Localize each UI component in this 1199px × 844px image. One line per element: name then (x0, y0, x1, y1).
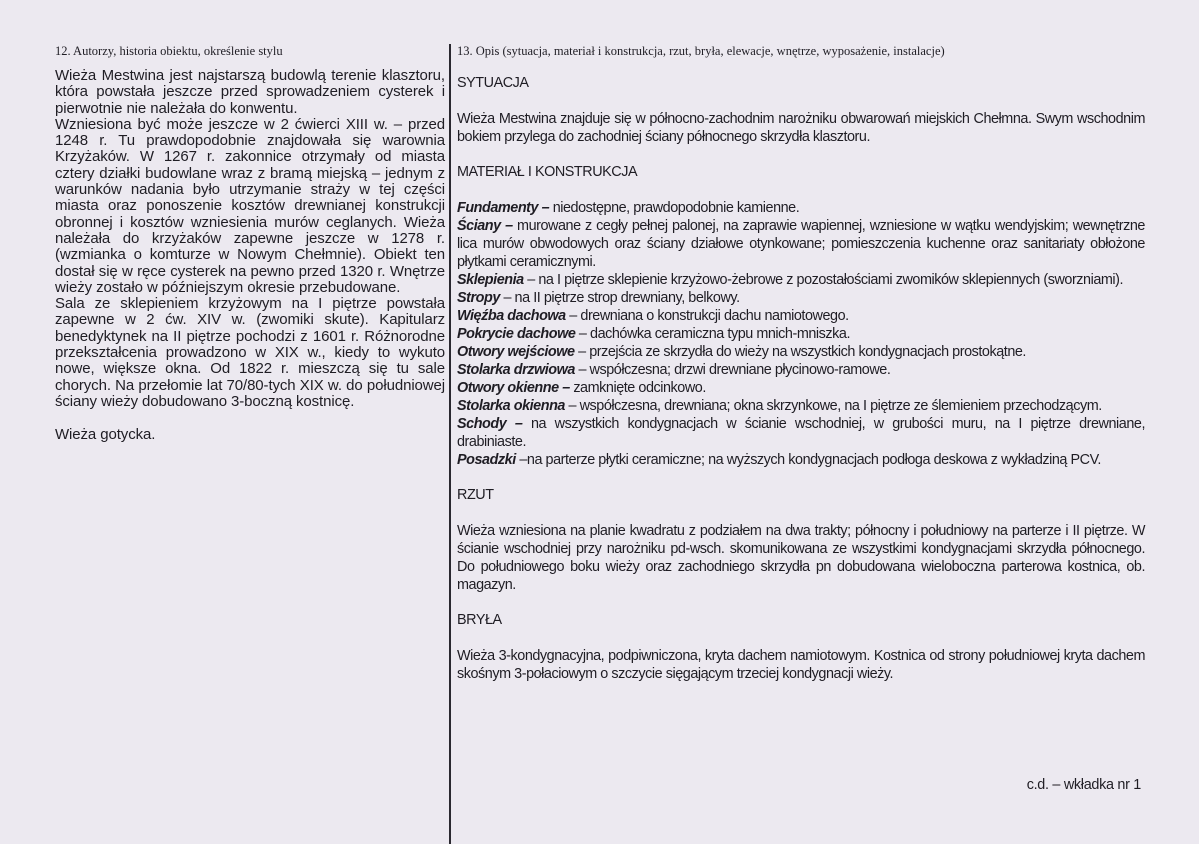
description-column (457, 74, 1145, 683)
material-heading: MATERIAŁ I KONSTRUKCJA (457, 164, 638, 180)
section-13-header: 13. Opis (sytuacja, materiał i konstrukcja, rzut, bryła, elewacje, wnętrze, wyposażenie, instalacje) (457, 44, 945, 58)
column-divider (449, 44, 451, 844)
material-list (457, 199, 1145, 469)
material-term: Schody – (457, 416, 523, 432)
rzut-heading: RZUT (457, 487, 494, 503)
material-term: Ściany – (457, 218, 513, 234)
history-paragraph: Sala ze sklepieniem krzyżowym na I piętrze powstała zapewne w 2 ćw. XIV w. (zwomiki skute). Kapitularz benedyktynek na II piętrze pochodzi z 1601 r. Różnorodne przekształcenia prowadzono w XIX w., kiedy to wykuto nowe, większe okna. Od 1822 r. mieszczą się tu sale chorych. Na przełomie lat 70/80-tych XIX w. do południowej ściany wieży dobudowano 3-boczną kostnicę. (55, 295, 445, 410)
material-term: Pokrycie dachowe (457, 326, 576, 342)
material-description: zamknięte odcinkowo. (569, 380, 706, 396)
material-term: Stolarka drzwiowa (457, 362, 575, 378)
material-description: na wszystkich kondygnacjach w ścianie wschodniej, w grubości muru, na I piętrze drewniane, drabiniaste. (457, 416, 1145, 450)
material-description: murowane z cegły pełnej palonej, na zaprawie wapiennej, wzniesione w wątku wendyjskim; wewnętrzne lica murów obwodowych oraz ściany działowe otynkowane; pomieszczenia kuchenne oraz sanitariaty obłożone płytkami ceramicznymi. (457, 218, 1145, 270)
sytuacja-heading: SYTUACJA (457, 75, 529, 91)
material-term: Sklepienia (457, 272, 524, 288)
bryla-heading: BRYŁA (457, 612, 502, 628)
material-item (457, 397, 1145, 415)
material-item (457, 325, 1145, 343)
material-description: –na parterze płytki ceramiczne; na wyższych kondygnacjach podłoga deskowa z wykładziną PCV. (515, 452, 1101, 468)
material-item (457, 451, 1145, 469)
material-description: – współczesna, drewniana; okna skrzynkowe, na I piętrze ze ślemieniem przechodzącym. (564, 398, 1102, 414)
material-term: Stropy (457, 290, 500, 306)
rzut-text: Wieża wzniesiona na planie kwadratu z podziałem na dwa trakty; północny i południowy na parterze i II piętrze. W ścianie wschodniej przy narożniku pd-wsch. skomunikowana ze wszystkimi kondygnacjami skrzydła północnego. Do południowego boku wieży oraz zachodniego skrzydła pn dobudowana wieloboczna parterowa kostnica, ob. magazyn. (457, 523, 1145, 593)
material-term: Otwory okienne – (457, 380, 570, 396)
material-item (457, 361, 1145, 379)
style-statement: Wieża gotycka. (55, 425, 156, 443)
history-column (55, 68, 445, 443)
material-item (457, 199, 1145, 217)
sytuacja-text: Wieża Mestwina znajduje się w północno-zachodnim narożniku obwarowań miejskich Chełmna. Swym wschodnim bokiem przylega do zachodniej ściany północnego skrzydła klasztoru. (457, 111, 1145, 145)
material-description: – dachówka ceramiczna typu mnich-mniszka. (575, 326, 851, 342)
material-item (457, 289, 1145, 307)
material-description: – na I piętrze sklepienie krzyżowo-żebrowe z pozostałościami zwomików sklepiennych (sworzniami). (523, 272, 1124, 288)
material-description: – przejścia ze skrzydła do wieży na wszystkich kondygnacjach prostokątne. (574, 344, 1026, 360)
material-term: Posadzki (457, 452, 516, 468)
material-item (457, 307, 1145, 325)
material-item (457, 415, 1145, 451)
material-description: – drewniana o konstrukcji dachu namiotowego. (565, 308, 849, 324)
material-description: niedostępne, prawdopodobnie kamienne. (549, 200, 800, 216)
material-term: Więźba dachowa (457, 308, 566, 324)
material-term: Otwory wejściowe (457, 344, 575, 360)
section-12-header: 12. Autorzy, historia obiektu, określenie stylu (55, 44, 283, 58)
material-item (457, 271, 1145, 289)
material-item (457, 343, 1145, 361)
history-paragraph: Wzniesiona być może jeszcze w 2 ćwierci XIII w. – przed 1248 r. Tu prawdopodobnie znajdowała się warownia Krzyżaków. W 1267 r. zakonnice otrzymały od miasta cztery działki budowlane wraz z bramą miejską – jednym z warunków nadania było utrzymanie straży w tej części miasta oraz ponoszenie kosztów drewnianej konstrukcji obronnej i kosztów wzniesienia murów ceglanych. Wieża należała do krzyżaków zapewne jeszcze w 1278 r. (wzmianka o komturze w Nowym Chełmnie). Obiekt ten dostał się w ręce cysterek na pewno przed 1320 r. Wnętrze wieży zostało w późniejszym okresie przebudowane. (55, 115, 445, 296)
material-item (457, 379, 1145, 397)
material-description: – na II piętrze strop drewniany, belkowy. (499, 290, 740, 306)
material-term: Stolarka okienna (457, 398, 565, 414)
continuation-note: c.d. – wkładka nr 1 (1026, 777, 1141, 793)
history-paragraph: Wieża Mestwina jest najstarszą budowlą terenie klasztoru, która powstała jeszcze przed sprowadzeniem cysterek i pierwotnie nie należała do konwentu. (55, 67, 445, 117)
material-description: – współczesna; drzwi drewniane płycinowo-ramowe. (574, 362, 891, 378)
material-item (457, 217, 1145, 271)
material-term: Fundamenty – (457, 200, 550, 216)
bryla-text: Wieża 3-kondygnacyjna, podpiwniczona, kryta dachem namiotowym. Kostnica od strony południowej kryta dachem skośnym 3-połaciowym o szczycie sięgającym trzeciej kondygnacji wieży. (457, 648, 1145, 682)
